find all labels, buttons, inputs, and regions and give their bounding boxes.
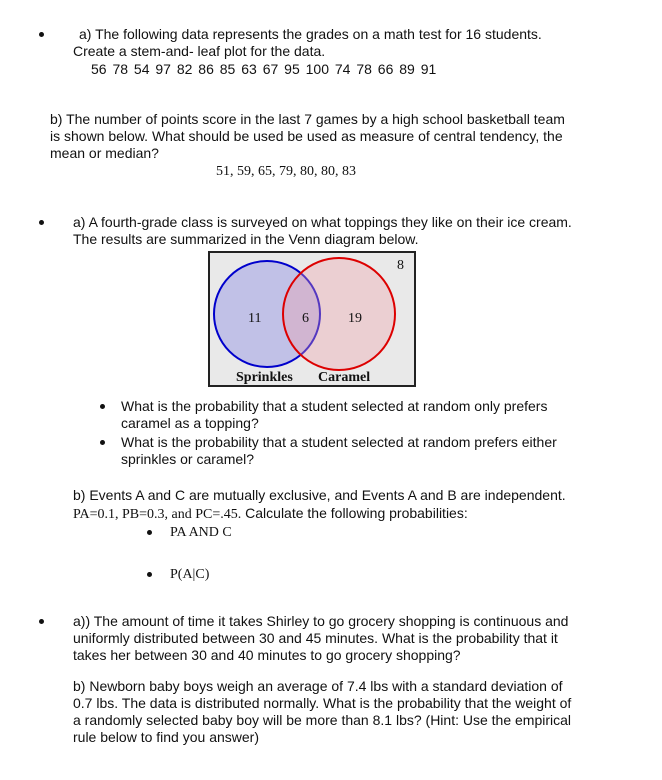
venn-right-only-count: 19 bbox=[348, 311, 362, 326]
venn-svg bbox=[210, 253, 414, 385]
bullet-q2-sub1 bbox=[100, 404, 105, 409]
q2-sub1-line1: What is the probability that a student selected at random only prefers bbox=[121, 398, 548, 414]
q2-a-line1: a) A fourth-grade class is surveyed on what toppings they like on their ice cream. bbox=[73, 214, 572, 230]
q1-b-data: 51, 59, 65, 79, 80, 80, 83 bbox=[216, 164, 356, 179]
q2-b-line1: b) Events A and C are mutually exclusive, and Events A and B are independent. bbox=[73, 487, 566, 503]
bullet-q1 bbox=[39, 32, 44, 37]
q3-a-line3: takes her between 30 and 40 minutes to go grocery shopping? bbox=[73, 647, 461, 663]
q2-sub2-line2: sprinkles or caramel? bbox=[121, 451, 255, 467]
venn-diagram bbox=[208, 251, 416, 387]
q2-b-math: PA=0.1, PB=0.3, and PC=.45. bbox=[73, 507, 242, 522]
q3-b-line3: a randomly selected baby boy will be more than 8.1 lbs? (Hint: Use the empirical bbox=[73, 712, 572, 728]
venn-both-count: 6 bbox=[302, 311, 309, 326]
q2-b-text: Calculate the following probabilities: bbox=[241, 505, 468, 521]
q2-b-line2 bbox=[73, 505, 468, 523]
q1-a-line2: Create a stem-and- leaf plot for the data. bbox=[73, 43, 326, 59]
q2-a-line2: The results are summarized in the Venn diagram below. bbox=[73, 231, 419, 247]
venn-left-label: Sprinkles bbox=[236, 370, 293, 385]
q1-b-line2: is shown below. What should be used be used as measure of central tendency, the bbox=[50, 128, 563, 144]
venn-outside-count: 8 bbox=[397, 258, 404, 273]
q2-sub2-line1: What is the probability that a student selected at random prefers either bbox=[121, 434, 557, 450]
q3-b-line2: 0.7 lbs. The data is distributed normally. What is the probability that the weight of bbox=[73, 695, 572, 711]
bullet-q2-b-item2 bbox=[147, 572, 152, 577]
q3-a-line2: uniformly distributed between 30 and 45 minutes. What is the probability that it bbox=[73, 630, 558, 646]
bullet-q2-b-item1 bbox=[147, 530, 152, 535]
q2-sub1-line2: caramel as a topping? bbox=[121, 415, 259, 431]
q1-b-line1: b) The number of points score in the last 7 games by a high school basketball team bbox=[50, 111, 565, 127]
q3-b-line1: b) Newborn baby boys weigh an average of 7.4 lbs with a standard deviation of bbox=[73, 678, 563, 694]
q3-b-line4: rule below to find you answer) bbox=[73, 729, 259, 745]
bullet-q3 bbox=[39, 619, 44, 624]
q2-b-item1: PA AND C bbox=[170, 525, 232, 540]
q2-b-item2: P(A|C) bbox=[170, 567, 210, 582]
q1-b-line3: mean or median? bbox=[50, 145, 159, 161]
venn-right-label: Caramel bbox=[318, 370, 371, 385]
venn-left-only-count: 11 bbox=[248, 311, 262, 326]
q1-a-data: 56 78 54 97 82 86 85 63 67 95 100 74 78 66 89 91 bbox=[91, 61, 437, 77]
q3-a-line1: a)) The amount of time it takes Shirley to go grocery shopping is continuous and bbox=[73, 613, 569, 629]
q1-a-line1: a) The following data represents the grades on a math test for 16 students. bbox=[79, 26, 542, 42]
circle-caramel bbox=[283, 258, 395, 370]
bullet-q2-sub2 bbox=[100, 440, 105, 445]
bullet-q2 bbox=[39, 220, 44, 225]
